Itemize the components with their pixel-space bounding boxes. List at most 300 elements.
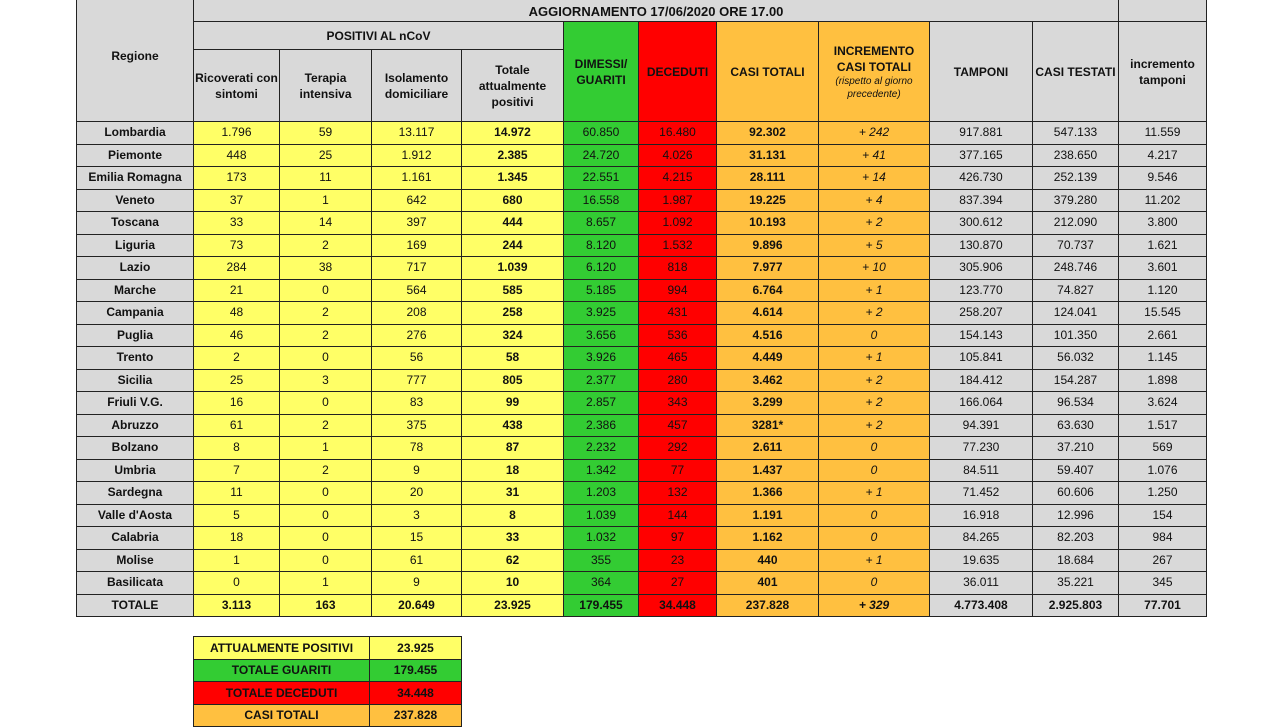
cell-terapia: 1 <box>280 189 372 212</box>
cell-dimessi: 3.925 <box>564 302 639 325</box>
cell-incremento-tamponi: 1.145 <box>1119 347 1207 370</box>
cell-incremento-tamponi: 1.898 <box>1119 369 1207 392</box>
cell-incremento-tamponi: 9.546 <box>1119 167 1207 190</box>
cell-casi-testati: 96.534 <box>1033 392 1119 415</box>
cell-terapia: 14 <box>280 212 372 235</box>
cell-tamponi: 184.412 <box>930 369 1033 392</box>
cell-terapia: 2 <box>280 324 372 347</box>
cell-terapia: 38 <box>280 257 372 280</box>
cell-incremento-tamponi: 984 <box>1119 527 1207 550</box>
cell-tamponi: 105.841 <box>930 347 1033 370</box>
cell-incremento-tamponi: 11.202 <box>1119 189 1207 212</box>
cell-ricoverati: 1 <box>194 549 280 572</box>
cell-casi-testati: 2.925.803 <box>1033 594 1119 617</box>
header-positivi-group: POSITIVI AL nCoV <box>194 22 564 50</box>
table-row <box>77 212 1207 235</box>
cell-tamponi: 94.391 <box>930 414 1033 437</box>
cell-tamponi: 258.207 <box>930 302 1033 325</box>
cell-dimessi: 2.386 <box>564 414 639 437</box>
cell-tamponi: 426.730 <box>930 167 1033 190</box>
cell-casi-totali: 440 <box>717 549 819 572</box>
cell-casi-totali: 4.614 <box>717 302 819 325</box>
cell-terapia: 0 <box>280 504 372 527</box>
cell-ricoverati: 18 <box>194 527 280 550</box>
table-row <box>77 392 1207 415</box>
cell-totale-positivi: 62 <box>462 549 564 572</box>
cell-dimessi: 1.032 <box>564 527 639 550</box>
cell-incremento-tamponi: 77.701 <box>1119 594 1207 617</box>
totals-row <box>77 594 1207 617</box>
cell-incremento: + 4 <box>819 189 930 212</box>
cell-casi-totali: 3281* <box>717 414 819 437</box>
cell-incremento: + 5 <box>819 234 930 257</box>
cell-regione: Calabria <box>77 527 194 550</box>
cell-deceduti: 343 <box>639 392 717 415</box>
cell-totale-positivi: 585 <box>462 279 564 302</box>
cell-terapia: 3 <box>280 369 372 392</box>
table-row <box>77 324 1207 347</box>
cell-terapia: 0 <box>280 482 372 505</box>
cell-dimessi: 60.850 <box>564 122 639 145</box>
cell-ricoverati: 25 <box>194 369 280 392</box>
cell-totale-positivi: 10 <box>462 572 564 595</box>
cell-deceduti: 292 <box>639 437 717 460</box>
cell-tamponi: 166.064 <box>930 392 1033 415</box>
cell-incremento: + 1 <box>819 549 930 572</box>
cell-deceduti: 1.987 <box>639 189 717 212</box>
cell-casi-testati: 63.630 <box>1033 414 1119 437</box>
table-row <box>77 459 1207 482</box>
cell-incremento-tamponi: 4.217 <box>1119 144 1207 167</box>
cell-totale-positivi: 8 <box>462 504 564 527</box>
cell-totale-positivi: 1.345 <box>462 167 564 190</box>
summary-value: 237.828 <box>370 704 462 727</box>
cell-ricoverati: 284 <box>194 257 280 280</box>
cell-isolamento: 1.161 <box>372 167 462 190</box>
cell-isolamento: 276 <box>372 324 462 347</box>
cell-terapia: 163 <box>280 594 372 617</box>
cell-incremento: 0 <box>819 527 930 550</box>
summary-row <box>194 637 462 660</box>
cell-regione: Trento <box>77 347 194 370</box>
cell-isolamento: 375 <box>372 414 462 437</box>
cell-casi-testati: 70.737 <box>1033 234 1119 257</box>
cell-deceduti: 457 <box>639 414 717 437</box>
cell-regione: Friuli V.G. <box>77 392 194 415</box>
cell-isolamento: 15 <box>372 527 462 550</box>
cell-totale-positivi: 258 <box>462 302 564 325</box>
header-incremento-tamponi: incremento tamponi <box>1119 22 1207 122</box>
cell-casi-testati: 35.221 <box>1033 572 1119 595</box>
cell-terapia: 0 <box>280 527 372 550</box>
cell-ricoverati: 21 <box>194 279 280 302</box>
cell-isolamento: 83 <box>372 392 462 415</box>
cell-totale-positivi: 31 <box>462 482 564 505</box>
cell-regione: Valle d'Aosta <box>77 504 194 527</box>
cell-casi-testati: 18.684 <box>1033 549 1119 572</box>
cell-totale-positivi: 87 <box>462 437 564 460</box>
cell-isolamento: 169 <box>372 234 462 257</box>
header-incremento-label: INCREMENTO CASI TOTALI <box>833 43 915 74</box>
cell-totale-positivi: 438 <box>462 414 564 437</box>
cell-regione: Bolzano <box>77 437 194 460</box>
cell-casi-testati: 379.280 <box>1033 189 1119 212</box>
table-row <box>77 482 1207 505</box>
cell-ricoverati: 11 <box>194 482 280 505</box>
cell-incremento-tamponi: 569 <box>1119 437 1207 460</box>
cell-dimessi: 6.120 <box>564 257 639 280</box>
cell-tamponi: 77.230 <box>930 437 1033 460</box>
cell-casi-testati: 252.139 <box>1033 167 1119 190</box>
cell-dimessi: 1.342 <box>564 459 639 482</box>
cell-tamponi: 123.770 <box>930 279 1033 302</box>
cell-ricoverati: 7 <box>194 459 280 482</box>
cell-incremento: + 1 <box>819 279 930 302</box>
cell-casi-totali: 19.225 <box>717 189 819 212</box>
cell-isolamento: 1.912 <box>372 144 462 167</box>
table-row <box>77 167 1207 190</box>
cell-terapia: 2 <box>280 302 372 325</box>
cell-tamponi: 84.511 <box>930 459 1033 482</box>
cell-casi-totali: 3.299 <box>717 392 819 415</box>
header-totale-positivi: Totale attualmente positivi <box>462 50 564 122</box>
table-row <box>77 572 1207 595</box>
cell-isolamento: 642 <box>372 189 462 212</box>
cell-deceduti: 1.532 <box>639 234 717 257</box>
cell-casi-testati: 60.606 <box>1033 482 1119 505</box>
cell-terapia: 1 <box>280 572 372 595</box>
cell-dimessi: 2.377 <box>564 369 639 392</box>
cell-tamponi: 837.394 <box>930 189 1033 212</box>
cell-tamponi: 84.265 <box>930 527 1033 550</box>
cell-ricoverati: 1.796 <box>194 122 280 145</box>
table-row <box>77 414 1207 437</box>
cell-regione: Lazio <box>77 257 194 280</box>
summary-label: ATTUALMENTE POSITIVI <box>194 637 370 660</box>
cell-casi-totali: 28.111 <box>717 167 819 190</box>
cell-incremento-tamponi: 11.559 <box>1119 122 1207 145</box>
cell-isolamento: 9 <box>372 572 462 595</box>
cell-deceduti: 465 <box>639 347 717 370</box>
cell-totale-positivi: 23.925 <box>462 594 564 617</box>
cell-dimessi: 355 <box>564 549 639 572</box>
cell-deceduti: 77 <box>639 459 717 482</box>
cell-incremento-tamponi: 154 <box>1119 504 1207 527</box>
cell-tamponi: 16.918 <box>930 504 1033 527</box>
header-incremento <box>819 22 930 122</box>
header-regione: Regione <box>77 0 194 122</box>
cell-totale-positivi: 1.039 <box>462 257 564 280</box>
summary-value: 23.925 <box>370 637 462 660</box>
table-row <box>77 549 1207 572</box>
cell-deceduti: 431 <box>639 302 717 325</box>
cell-totale-positivi: 324 <box>462 324 564 347</box>
cell-incremento-tamponi: 267 <box>1119 549 1207 572</box>
cell-dimessi: 8.120 <box>564 234 639 257</box>
cell-incremento-tamponi: 3.624 <box>1119 392 1207 415</box>
cell-deceduti: 34.448 <box>639 594 717 617</box>
table-row <box>77 144 1207 167</box>
title-blank-cell <box>1119 0 1207 22</box>
cell-regione: Liguria <box>77 234 194 257</box>
cell-casi-totali: 1.162 <box>717 527 819 550</box>
cell-incremento: + 329 <box>819 594 930 617</box>
cell-incremento-tamponi: 2.661 <box>1119 324 1207 347</box>
header-dimessi: DIMESSI/ GUARITI <box>564 22 639 122</box>
cell-deceduti: 536 <box>639 324 717 347</box>
cell-incremento: + 2 <box>819 302 930 325</box>
header-deceduti: DECEDUTI <box>639 22 717 122</box>
cell-regione: Campania <box>77 302 194 325</box>
summary-row <box>194 659 462 682</box>
cell-incremento: + 1 <box>819 482 930 505</box>
table-row <box>77 504 1207 527</box>
cell-tamponi: 377.165 <box>930 144 1033 167</box>
cell-incremento: + 41 <box>819 144 930 167</box>
cell-isolamento: 13.117 <box>372 122 462 145</box>
cell-dimessi: 16.558 <box>564 189 639 212</box>
summary-value: 179.455 <box>370 659 462 682</box>
cell-casi-testati: 547.133 <box>1033 122 1119 145</box>
cell-dimessi: 24.720 <box>564 144 639 167</box>
table-row <box>77 369 1207 392</box>
cell-isolamento: 564 <box>372 279 462 302</box>
cell-casi-totali: 401 <box>717 572 819 595</box>
cell-deceduti: 97 <box>639 527 717 550</box>
cell-regione: Emilia Romagna <box>77 167 194 190</box>
cell-casi-testati: 101.350 <box>1033 324 1119 347</box>
cell-casi-testati: 56.032 <box>1033 347 1119 370</box>
cell-regione: Sicilia <box>77 369 194 392</box>
header-casi-testati: CASI TESTATI <box>1033 22 1119 122</box>
cell-incremento: + 2 <box>819 212 930 235</box>
summary-label: TOTALE GUARITI <box>194 659 370 682</box>
cell-totale-positivi: 99 <box>462 392 564 415</box>
cell-casi-totali: 10.193 <box>717 212 819 235</box>
cell-ricoverati: 448 <box>194 144 280 167</box>
cell-casi-testati: 37.210 <box>1033 437 1119 460</box>
summary-row <box>194 682 462 705</box>
cell-isolamento: 208 <box>372 302 462 325</box>
cell-terapia: 1 <box>280 437 372 460</box>
cell-totale-positivi: 2.385 <box>462 144 564 167</box>
cell-incremento: 0 <box>819 504 930 527</box>
cell-casi-totali: 9.896 <box>717 234 819 257</box>
cell-casi-totali: 2.611 <box>717 437 819 460</box>
cell-isolamento: 78 <box>372 437 462 460</box>
cell-deceduti: 1.092 <box>639 212 717 235</box>
cell-casi-testati: 12.996 <box>1033 504 1119 527</box>
cell-ricoverati: 3.113 <box>194 594 280 617</box>
cell-totale-positivi: 33 <box>462 527 564 550</box>
cell-deceduti: 144 <box>639 504 717 527</box>
cell-regione: Veneto <box>77 189 194 212</box>
cell-casi-totali: 31.131 <box>717 144 819 167</box>
cell-incremento: + 2 <box>819 414 930 437</box>
cell-incremento-tamponi: 3.601 <box>1119 257 1207 280</box>
cell-incremento-tamponi: 3.800 <box>1119 212 1207 235</box>
table-row <box>77 347 1207 370</box>
cell-deceduti: 4.215 <box>639 167 717 190</box>
cell-deceduti: 132 <box>639 482 717 505</box>
cell-casi-totali: 6.764 <box>717 279 819 302</box>
cell-casi-totali: 7.977 <box>717 257 819 280</box>
cell-deceduti: 27 <box>639 572 717 595</box>
cell-dimessi: 5.185 <box>564 279 639 302</box>
cell-dimessi: 2.857 <box>564 392 639 415</box>
cell-totale-positivi: 14.972 <box>462 122 564 145</box>
cell-incremento: 0 <box>819 459 930 482</box>
cell-incremento-tamponi: 1.076 <box>1119 459 1207 482</box>
cell-casi-testati: 238.650 <box>1033 144 1119 167</box>
cell-ricoverati: 5 <box>194 504 280 527</box>
cell-ricoverati: 2 <box>194 347 280 370</box>
table-row <box>77 437 1207 460</box>
cell-isolamento: 56 <box>372 347 462 370</box>
cell-deceduti: 818 <box>639 257 717 280</box>
cell-incremento: + 2 <box>819 392 930 415</box>
cell-terapia: 0 <box>280 347 372 370</box>
cell-incremento-tamponi: 1.517 <box>1119 414 1207 437</box>
cell-isolamento: 717 <box>372 257 462 280</box>
cell-isolamento: 20 <box>372 482 462 505</box>
cell-regione: Abruzzo <box>77 414 194 437</box>
table-body <box>77 122 1207 617</box>
cell-casi-totali: 1.191 <box>717 504 819 527</box>
cell-terapia: 0 <box>280 392 372 415</box>
cell-ricoverati: 8 <box>194 437 280 460</box>
cell-casi-totali: 4.516 <box>717 324 819 347</box>
cell-regione: TOTALE <box>77 594 194 617</box>
cell-regione: Sardegna <box>77 482 194 505</box>
cell-deceduti: 4.026 <box>639 144 717 167</box>
cell-deceduti: 994 <box>639 279 717 302</box>
summary-table <box>193 636 462 727</box>
cell-terapia: 25 <box>280 144 372 167</box>
summary-body <box>194 637 462 727</box>
cell-regione: Marche <box>77 279 194 302</box>
cell-incremento: + 2 <box>819 369 930 392</box>
cell-incremento: 0 <box>819 572 930 595</box>
cell-regione: Piemonte <box>77 144 194 167</box>
header-ricoverati: Ricoverati con sintomi <box>194 50 280 122</box>
cell-tamponi: 305.906 <box>930 257 1033 280</box>
cell-incremento-tamponi: 345 <box>1119 572 1207 595</box>
cell-incremento-tamponi: 1.621 <box>1119 234 1207 257</box>
cell-tamponi: 19.635 <box>930 549 1033 572</box>
cell-dimessi: 3.656 <box>564 324 639 347</box>
cell-tamponi: 4.773.408 <box>930 594 1033 617</box>
cell-regione: Puglia <box>77 324 194 347</box>
cell-tamponi: 154.143 <box>930 324 1033 347</box>
cell-terapia: 2 <box>280 414 372 437</box>
cell-ricoverati: 46 <box>194 324 280 347</box>
cell-regione: Toscana <box>77 212 194 235</box>
summary-value: 34.448 <box>370 682 462 705</box>
cell-terapia: 59 <box>280 122 372 145</box>
cell-regione: Basilicata <box>77 572 194 595</box>
cell-totale-positivi: 805 <box>462 369 564 392</box>
cell-casi-totali: 92.302 <box>717 122 819 145</box>
cell-tamponi: 36.011 <box>930 572 1033 595</box>
cell-ricoverati: 0 <box>194 572 280 595</box>
cell-regione: Molise <box>77 549 194 572</box>
header-tamponi: TAMPONI <box>930 22 1033 122</box>
table-row <box>77 122 1207 145</box>
cell-totale-positivi: 18 <box>462 459 564 482</box>
cell-terapia: 11 <box>280 167 372 190</box>
cell-isolamento: 61 <box>372 549 462 572</box>
cell-isolamento: 20.649 <box>372 594 462 617</box>
summary-row <box>194 704 462 727</box>
cell-tamponi: 917.881 <box>930 122 1033 145</box>
table-row <box>77 279 1207 302</box>
cell-casi-testati: 212.090 <box>1033 212 1119 235</box>
cell-dimessi: 364 <box>564 572 639 595</box>
cell-terapia: 0 <box>280 549 372 572</box>
header-isolamento: Isolamento domiciliare <box>372 50 462 122</box>
cell-incremento-tamponi: 1.250 <box>1119 482 1207 505</box>
cell-casi-totali: 237.828 <box>717 594 819 617</box>
cell-casi-testati: 59.407 <box>1033 459 1119 482</box>
cell-ricoverati: 33 <box>194 212 280 235</box>
cell-regione: Umbria <box>77 459 194 482</box>
cell-ricoverati: 61 <box>194 414 280 437</box>
covid-regional-table <box>76 0 1207 617</box>
cell-casi-testati: 74.827 <box>1033 279 1119 302</box>
cell-isolamento: 3 <box>372 504 462 527</box>
cell-terapia: 2 <box>280 234 372 257</box>
cell-dimessi: 2.232 <box>564 437 639 460</box>
cell-incremento-tamponi: 1.120 <box>1119 279 1207 302</box>
table-row <box>77 302 1207 325</box>
cell-ricoverati: 16 <box>194 392 280 415</box>
header-terapia: Terapia intensiva <box>280 50 372 122</box>
cell-deceduti: 23 <box>639 549 717 572</box>
cell-incremento: + 242 <box>819 122 930 145</box>
cell-incremento: 0 <box>819 437 930 460</box>
cell-tamponi: 71.452 <box>930 482 1033 505</box>
cell-totale-positivi: 58 <box>462 347 564 370</box>
cell-isolamento: 397 <box>372 212 462 235</box>
cell-ricoverati: 48 <box>194 302 280 325</box>
cell-incremento: + 14 <box>819 167 930 190</box>
cell-dimessi: 8.657 <box>564 212 639 235</box>
cell-terapia: 2 <box>280 459 372 482</box>
cell-incremento: + 1 <box>819 347 930 370</box>
cell-tamponi: 130.870 <box>930 234 1033 257</box>
cell-totale-positivi: 244 <box>462 234 564 257</box>
cell-terapia: 0 <box>280 279 372 302</box>
cell-dimessi: 3.926 <box>564 347 639 370</box>
cell-totale-positivi: 680 <box>462 189 564 212</box>
cell-isolamento: 777 <box>372 369 462 392</box>
cell-tamponi: 300.612 <box>930 212 1033 235</box>
cell-casi-totali: 4.449 <box>717 347 819 370</box>
cell-dimessi: 179.455 <box>564 594 639 617</box>
table-row <box>77 189 1207 212</box>
cell-isolamento: 9 <box>372 459 462 482</box>
cell-casi-testati: 82.203 <box>1033 527 1119 550</box>
summary-label: TOTALE DECEDUTI <box>194 682 370 705</box>
cell-casi-testati: 124.041 <box>1033 302 1119 325</box>
cell-dimessi: 1.203 <box>564 482 639 505</box>
table-row <box>77 234 1207 257</box>
cell-regione: Lombardia <box>77 122 194 145</box>
cell-incremento: 0 <box>819 324 930 347</box>
cell-ricoverati: 37 <box>194 189 280 212</box>
cell-casi-totali: 1.437 <box>717 459 819 482</box>
